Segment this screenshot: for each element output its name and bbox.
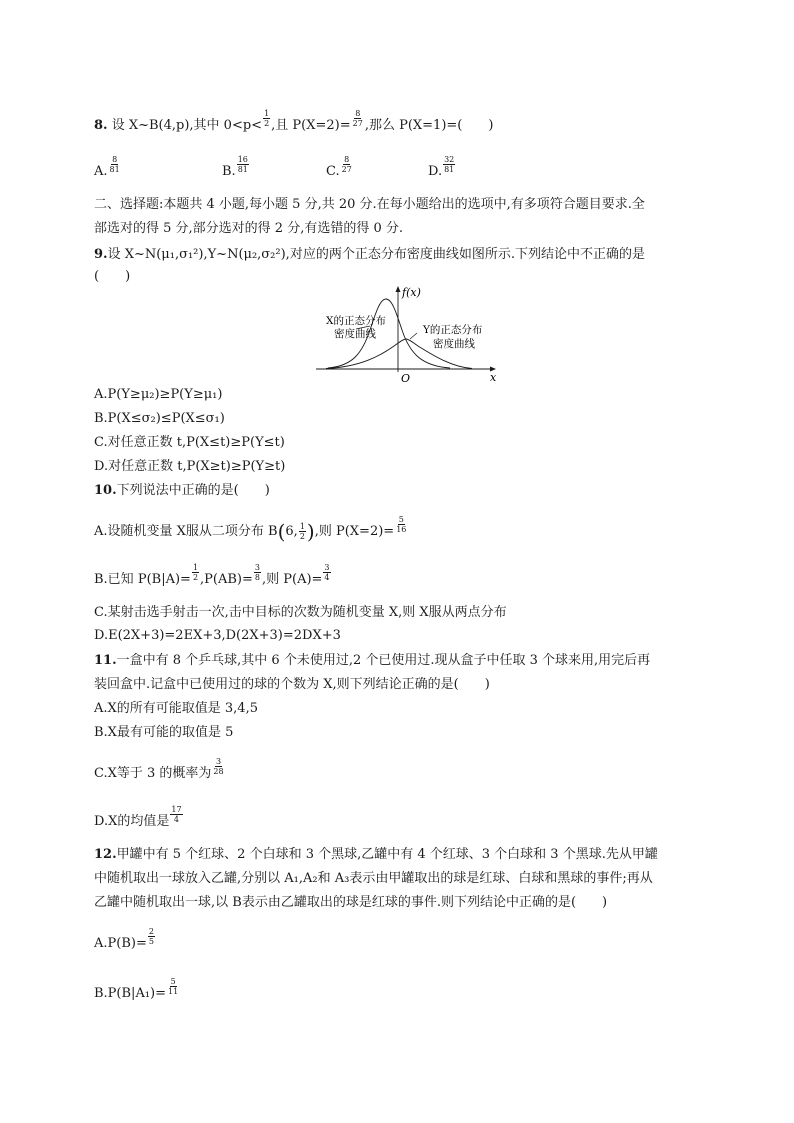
y-curve-label-1: Y的正态分布 [423,324,483,336]
question-9-option-a[interactable]: A.P(Y≥μ₂)≥P(Y≥μ₁) [94,387,223,402]
question-12-stem-line-3: 乙罐中随机取出一球,以 B表示由乙罐取出的球是红球的事件.则下列结论中正确的是( ) [94,895,608,910]
fraction: $\frac{1}{2}$ [264,109,270,128]
x-curve-label-2: 密度曲线 [334,328,376,340]
question-8-option-c[interactable]: C. $\frac{8}{27}$ [326,155,352,179]
question-12-stem-line-1: 12.甲罐中有 5 个红球、2 个白球和 3 个黑球,乙罐中有 4 个红球、3 个白球和 3 个黑球.先从甲罐 [94,847,658,862]
question-number: 12. [94,847,117,862]
y-axis-arrow-icon [396,286,401,292]
question-number: 8. [94,118,108,133]
question-number: 11. [94,653,117,668]
y-axis-label: f(x) [402,286,421,299]
x-curve-label-1: X的正态分布 [326,315,386,327]
question-9-option-d[interactable]: D.对任意正数 t,P(X≥t)≥P(Y≥t) [94,459,286,474]
question-12-stem-line-2: 中随机取出一球放入乙罐,分别以 A₁,A₂和 A₃表示由甲罐取出的球是红球、白球和黑球的事件;再从 [94,871,653,886]
section-2-instructions-line-2: 部选对的得 5 分,部分选对的得 2 分,有选错的得 0 分. [94,221,404,236]
y-curve-label-2: 密度曲线 [433,338,475,350]
question-11-stem-line-2: 装回盒中.记盒中已使用过的球的个数为 X,则下列结论正确的是( ) [94,677,490,692]
question-10-option-a[interactable]: A.设随机变量 X服从二项分布 B(6, $\frac{1}{2}$ ),则 P(X=2)= $\frac{5}{16}$ [94,515,407,544]
question-8-option-b[interactable]: B. $\frac{16}{81}$ [222,155,248,179]
question-11-option-a[interactable]: A.X的所有可能取值是 3,4,5 [94,701,258,716]
question-9-option-c[interactable]: C.对任意正数 t,P(X≤t)≥P(Y≤t) [94,435,285,450]
question-10-option-b[interactable]: B.已知 P(B|A)= $\frac{1}{2}$ ,P(AB)= $\frac{3}{8}$ ,则 P(A)= $\frac{3}{4}$ [94,563,330,587]
question-9-answer-paren: ( ) [94,269,131,284]
question-12-option-b[interactable]: B.P(B|A₁)= $\frac{5}{11}$ [94,977,179,1001]
normal-distribution-figure [290,284,520,384]
question-11-option-c[interactable]: C.X等于 3 的概率为 $\frac{3}{28}$ [94,757,224,781]
question-10-option-d[interactable]: D.E(2X+3)=2EX+3,D(2X+3)=2DX+3 [94,628,341,643]
question-12-option-a[interactable]: A.P(B)= $\frac{2}{5}$ [94,927,154,951]
question-9-option-b[interactable]: B.P(X≤σ₂)≤P(X≤σ₁) [94,411,225,426]
question-8-option-a[interactable]: A. $\frac{8}{81}$ [94,155,120,179]
origin-label: O [401,372,411,384]
fraction: $\frac{8}{27}$ [352,109,363,128]
section-2-instructions-line-1: 二、选择题:本题共 4 小题,每小题 5 分,共 20 分.在每小题给出的选项中,有多项符合题目要求.全 [94,197,645,212]
question-number: 10. [94,483,117,498]
question-8-option-d[interactable]: D. $\frac{32}{81}$ [428,155,455,179]
question-10-option-c[interactable]: C.某射击选手射击一次,击中目标的次数为随机变量 X,则 X服从两点分布 [94,605,507,620]
question-11-stem-line-1: 11.一盒中有 8 个乒乓球,其中 6 个未使用过,2 个已使用过.现从盒子中任取 3 个球来用,用完后再 [94,653,651,668]
question-number: 9. [94,247,108,262]
x-axis-label: x [490,371,497,384]
question-9-stem: 9.设 X~N(μ₁,σ₁²),Y~N(μ₂,σ₂²),对应的两个正态分布密度曲线如图所示.下列结论中不正确的是 [94,247,645,262]
question-11-option-b[interactable]: B.X最有可能的取值是 5 [94,725,234,740]
question-8-stem: 8. 设 X~B(4,p),其中 0<p< $\frac{1}{2}$ ,且 P(X=2)= $\frac{8}{27}$ ,那么 P(X=1)=( ) [94,109,494,133]
question-11-option-d[interactable]: D.X的均值是 $\frac{17}{4}$ [94,805,182,829]
question-10-stem: 10.下列说法中正确的是( ) [94,483,270,498]
